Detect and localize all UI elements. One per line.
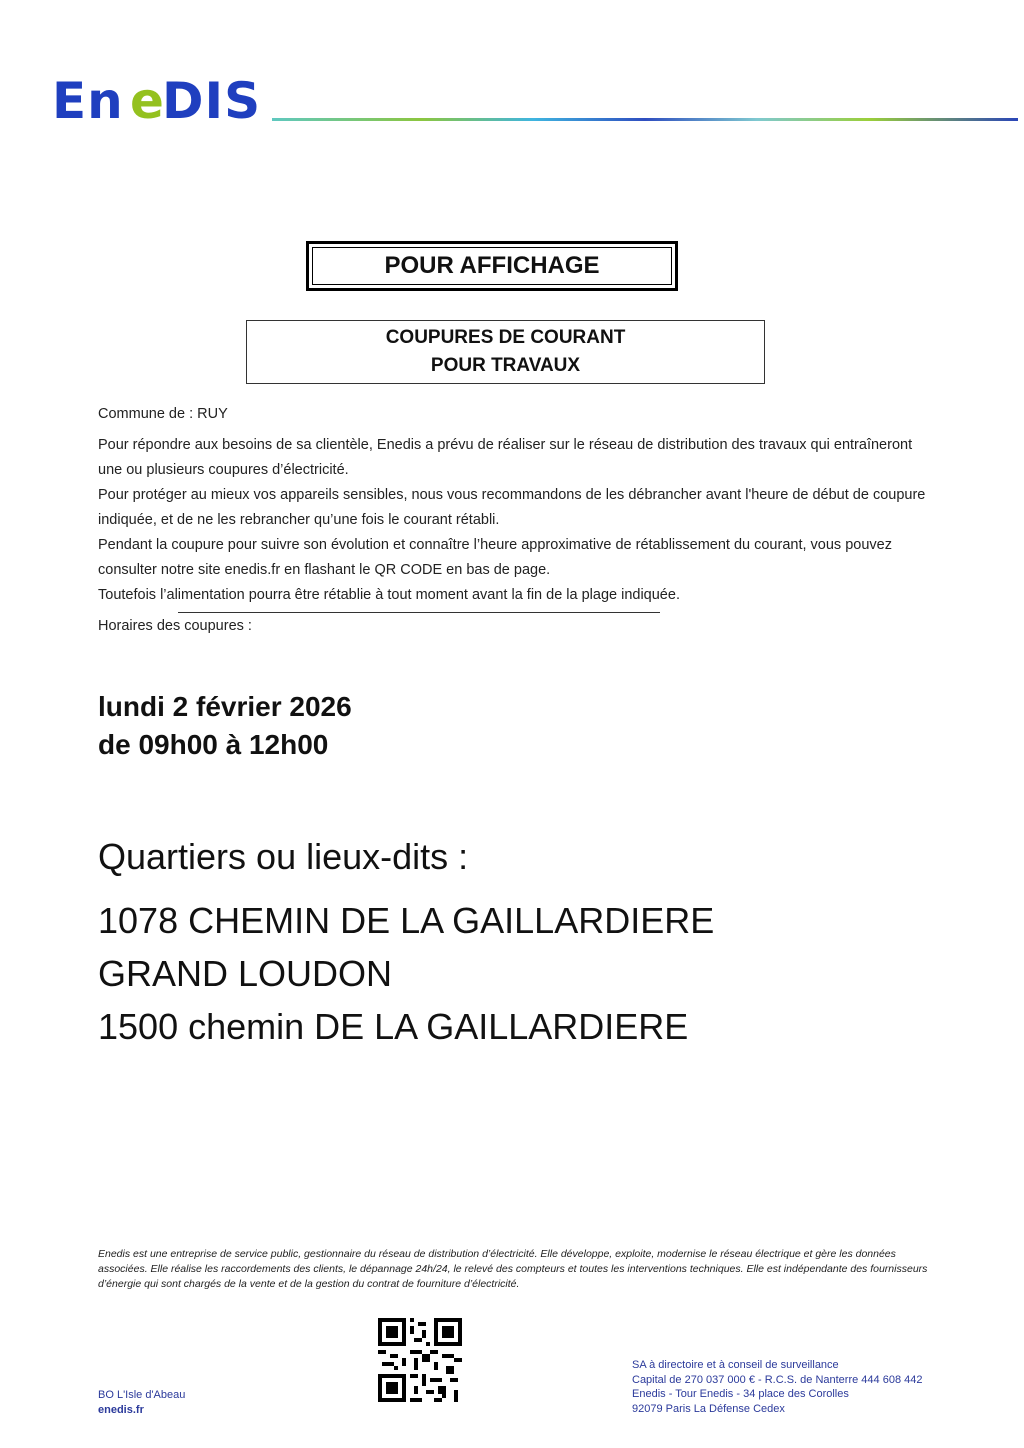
display-notice-box [306,241,678,291]
company-note: Enedis est une entreprise de service public, gestionnaire du réseau de distribution d’électricité. Elle développe, exploite, modernise le réseau électrique et gère les données associées. Elle réalise les raccordements des clients, le dépannage 24h/24, le relevé des compteurs et toutes les interventions techniques. Elle est indépendante des fournisseurs d’énergie qui sont chargés de la vente et de la gestion du contrat de fourniture d’électricité. [98,1248,928,1290]
svg-text:e: e [130,72,164,124]
place-item: 1500 chemin DE LA GAILLARDIERE [98,1006,689,1047]
subject-line-1: COUPURES DE COURANT [385,327,626,348]
notice-body [98,402,938,639]
outage-date: lundi 2 février 2026 [98,691,352,722]
places-title: Quartiers ou lieux-dits : [98,836,469,877]
subject-box [246,320,765,384]
legal-line-1: SA à directoire et à conseil de surveillance [632,1359,839,1371]
legal-line-4: 92079 Paris La Défense Cedex [632,1402,785,1415]
header-divider [272,118,1018,121]
enedis-logo [52,72,267,124]
legal-line-2: Capital de 270 037 000 € - R.C.S. de Nanterre 444 608 442 [632,1373,923,1386]
subject-line-2: POUR TRAVAUX [430,355,581,376]
qr-code-icon[interactable] [378,1318,462,1402]
office-name: BO L'Isle d'Abeau [98,1389,186,1401]
place-item: GRAND LOUDON [98,953,393,994]
paragraph-3: Pendant la coupure pour suivre son évolution et connaître l’heure approximative de rétablissement du courant, vous pouvez consulter notre site enedis.fr en flashant le QR CODE en bas de page. [98,537,892,578]
paragraph-1: Pour répondre aux besoins de sa clientèle, Enedis a prévu de réaliser sur le réseau de distribution des travaux qui entraîneront une ou plusieurs coupures d’électricité. [98,437,913,478]
schedule-label: Horaires des coupures : [98,618,252,634]
paragraph-4: Toutefois l’alimentation pourra être rétablie à tout moment avant la fin de la plage indiquée. [98,587,680,603]
commune-label: Commune de : RUY [98,406,228,422]
place-item: 1078 CHEMIN DE LA GAILLARDIERE [98,900,715,941]
text-divider [178,612,660,613]
office-info [98,1388,185,1418]
legal-line-3: Enedis - Tour Enedis - 34 place des Corolles [632,1388,849,1400]
outage-schedule [98,688,352,764]
outage-time: de 09h00 à 12h00 [98,729,329,760]
paragraph-2: Pour protéger au mieux vos appareils sensibles, nous vous recommandons de les débrancher avant l'heure de début de coupure indiquée, et de ne les rebrancher qu’une fois le courant rétabli. [98,487,926,528]
display-notice-label: POUR AFFICHAGE [312,247,672,285]
svg-text:En: En [52,72,124,124]
places-list [98,894,714,1053]
website-link[interactable]: enedis.fr [98,1404,144,1416]
legal-info [632,1358,922,1416]
enedis-logo-graphic [52,72,267,124]
svg-text:DIS: DIS [162,72,262,124]
